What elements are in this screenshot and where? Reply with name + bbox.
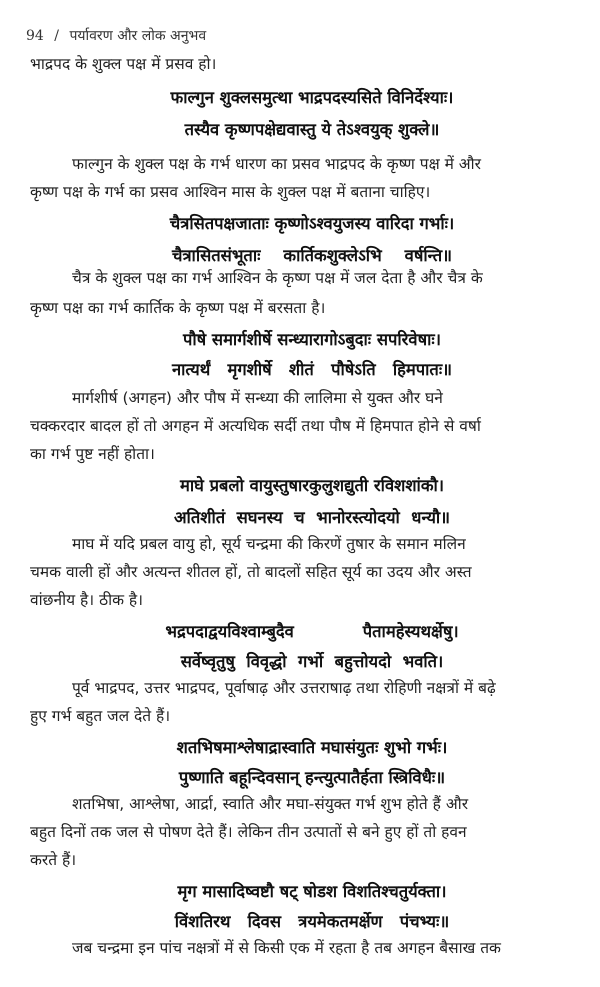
book-title: पर्यावरण और लोक अनुभव	[69, 28, 207, 44]
hindi-prose-line: चक्करदार बादल हों तो अगहन में अत्यधिक सर्दी तथा पौष में हिमपात होने से वर्षा	[30, 417, 481, 435]
sanskrit-verse-line: तस्यैव कृष्णपक्षेद्यवास्तु ये तेऽश्वयुक् शुक्ले॥	[184, 120, 440, 139]
hindi-prose-line: मार्गशीर्ष (अगहन) और पौष में सन्ध्या की लालिमा से युक्त और घने	[72, 389, 443, 407]
sanskrit-verse-line: पुष्णाति बहून्दिवसान् हन्त्युत्पातैर्हता स्त्रिविधैः॥	[178, 768, 446, 787]
hindi-prose-line: माघ में यदि प्रबल वायु हो, सूर्य चन्द्रमा की किरणें तुषार के समान मलिन	[72, 535, 466, 553]
hindi-prose-line: शतभिषा, आश्लेषा, आर्द्रा, स्वाति और मघा-संयुक्त गर्भ शुभ होते हैं और	[72, 795, 469, 813]
hindi-prose-line: भाद्रपद के शुक्ल पक्ष में प्रसव हो।	[30, 55, 217, 73]
header-separator: /	[54, 28, 59, 44]
sanskrit-verse-line: चैत्रसितपक्षजाताः कृष्णोऽश्वयुजस्य वारिदा गर्भाः।	[169, 214, 455, 233]
hindi-prose-line: चमक वाली हों और अत्यन्त शीतल हों, तो बादलों सहित सूर्य का उदय और अस्त	[30, 563, 472, 581]
sanskrit-verse-line: शतभिषमाश्लेषाद्रास्वाति मघासंयुतः शुभो गर्भः।	[176, 738, 448, 757]
hindi-prose-line: कृष्ण पक्ष का गर्भ कार्तिक के कृष्ण पक्ष में बरसता है।	[30, 299, 326, 317]
sanskrit-verse-line: विंशतिरथ दिवस त्रयमेकतमर्क्षेण पंचभ्यः॥	[174, 912, 450, 931]
hindi-prose-line: पूर्व भाद्रपद, उत्तर भाद्रपद, पूर्वाषाढ़ और उत्तराषाढ़ तथा रोहिणी नक्षत्रों में बढ़े	[72, 679, 496, 697]
running-header	[26, 26, 206, 45]
sanskrit-verse-line: भद्रपदाद्वयविश्वाम्बुदैव पैतामहेस्यथर्क्षेषु।	[165, 622, 459, 641]
sanskrit-verse-line: अतिशीतं सघनस्य च भानोरस्त्योदयो धन्यौ॥	[173, 508, 451, 527]
sanskrit-verse-line: चैत्रासितसंभूताः कार्तिकशुक्लेऽभि वर्षन्ति॥	[171, 246, 453, 265]
sanskrit-verse-line: नात्यर्थं मृगशीर्षे शीतं पौषेऽति हिमपातः॥	[171, 360, 453, 379]
hindi-prose-line: का गर्भ पुष्ट नहीं होता।	[30, 445, 155, 463]
hindi-prose-line: करते हैं।	[30, 851, 77, 869]
sanskrit-verse-line: फाल्गुन शुक्लसमुत्था भाद्रपदस्यसिते विनिर्देश्याः।	[170, 88, 454, 107]
sanskrit-verse-line: पौषे समार्गशीर्षे सन्ध्यारागोऽबुदाः सपरिवेषाः।	[182, 330, 441, 349]
hindi-prose-line: वांछनीय है। ठीक है।	[30, 591, 144, 609]
hindi-prose-line: जब चन्द्रमा इन पांच नक्षत्रों में से किसी एक में रहता है तब अगहन बैसाख तक	[72, 939, 501, 957]
hindi-prose-line: कृष्ण पक्ष के गर्भ का प्रसव आश्विन मास के शुक्ल पक्ष में बताना चाहिए।	[30, 183, 431, 201]
hindi-prose-line: हुए गर्भ बहुत जल देते हैं।	[30, 707, 171, 725]
hindi-prose-line: चैत्र के शुक्ल पक्ष का गर्भ आश्विन के कृष्ण पक्ष में जल देता है और चैत्र के	[72, 269, 483, 287]
sanskrit-verse-line: सर्वेष्वृतुषु विवृद्धो गर्भो बहुत्तोयदो भवति।	[180, 652, 444, 671]
sanskrit-verse-line: माघे प्रबलो वायुस्तुषारकुलुशद्युती रविशशांकौ।	[179, 476, 445, 495]
page-number: 94	[26, 28, 44, 44]
sanskrit-verse-line: मृग मासादिष्वष्टौ षट् षोडश विशतिश्चतुर्यक्ता।	[177, 882, 447, 901]
hindi-prose-line: फाल्गुन के शुक्ल पक्ष के गर्भ धारण का प्रसव भाद्रपद के कृष्ण पक्ष में और	[72, 155, 482, 173]
hindi-prose-line: बहुत दिनों तक जल से पोषण देते हैं। लेकिन तीन उत्पातों से बने हुए हों तो हवन	[30, 823, 467, 841]
